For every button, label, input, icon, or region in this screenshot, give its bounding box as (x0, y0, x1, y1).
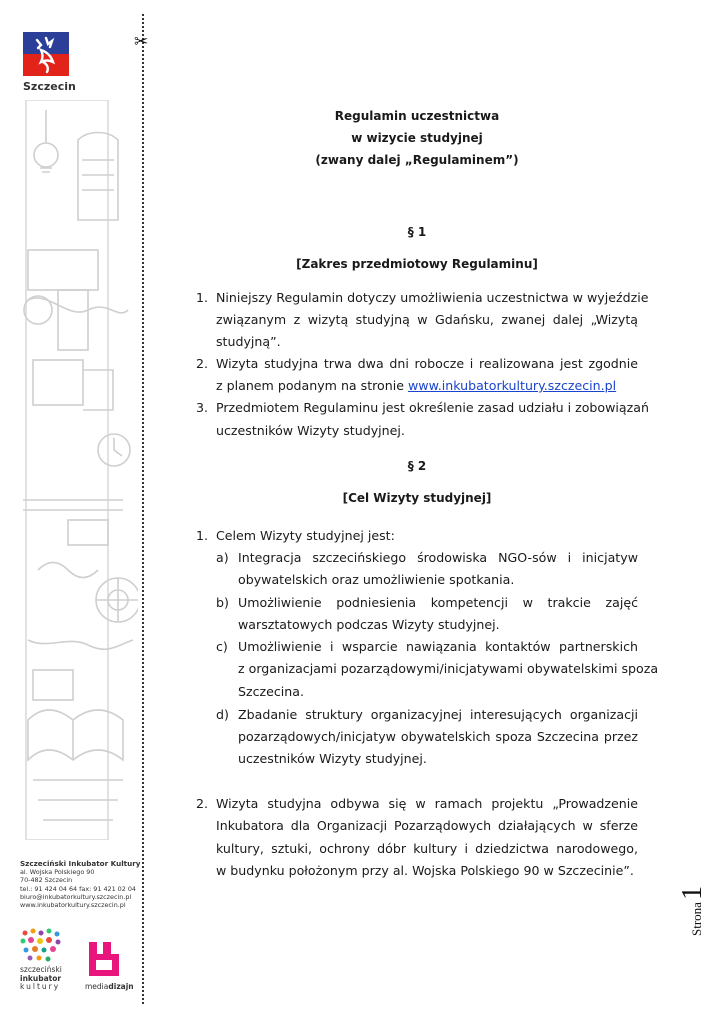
s2-sub-d-line2: pozarządowych/inicjatyw obywatelskich spoza Szczecina przez (238, 729, 638, 744)
contact-address2: 70-482 Szczecin (20, 876, 73, 885)
s1-item1-line2: związanym z wizytą studyjną w Gdańsku, zwanej dalej „Wizytą (216, 312, 638, 327)
s2-sub-a-letter: a) (216, 550, 229, 565)
szczecin-logo (23, 32, 69, 76)
s2-sub-c-line2: z organizacjami pozarządowymi/inicjatywami obywatelskimi spoza (238, 661, 659, 676)
doc-title-line1: Regulamin uczestnictwa (334, 109, 500, 123)
s2-item1-number: 1. (196, 528, 209, 543)
s1-item2-line1: Wizyta studyjna trwa dwa dni robocze i realizowana jest zgodnie (216, 356, 638, 371)
s2-sub-a-line2: obywatelskich oraz umożliwienie spotkania. (238, 572, 515, 587)
sik-dots-logo (20, 928, 70, 968)
s2-item1-text: Celem Wizyty studyjnej jest: (216, 528, 395, 543)
doc-title-line2: w wizycie studyjnej (351, 131, 483, 145)
s2-sub-a-line1: Integracja szczecińskiego środowiska NGO-sów i inicjatyw (238, 550, 638, 565)
sik-logo-text (20, 966, 62, 992)
contact-org: Szczeciński Inkubator Kultury (20, 859, 141, 868)
section2-title: [Cel Wizyty studyjnej] (342, 491, 492, 505)
s1-item1-number: 1. (196, 290, 209, 305)
contact-email[interactable]: biuro@inkubatorkultury.szczecin.pl (20, 892, 132, 901)
s1-item1-line1: Niniejszy Regulamin dotyczy umożliwienia uczestnictwa w wyjeździe (216, 290, 649, 305)
sik-line3: kultury (20, 982, 61, 991)
s1-item3-line2: uczestników Wizyty studyjnej. (216, 423, 405, 438)
scissors-icon: ✂ (134, 32, 149, 52)
cut-line (142, 14, 144, 1004)
contact-address1: al. Wojska Polskiego 90 (20, 868, 95, 877)
s1-item3-number: 3. (196, 400, 209, 415)
sik-line2: inkubator (20, 973, 62, 983)
s2-item2-number: 2. (196, 796, 209, 811)
inkubator-website-link[interactable]: www.inkubatorkultury.szczecin.pl (407, 378, 617, 393)
strona-label: Strona (689, 902, 704, 936)
section1-number: § 1 (407, 225, 427, 239)
s1-item2-line2 (216, 378, 616, 393)
section2-number: § 2 (407, 459, 427, 473)
s1-item3-line1: Przedmiotem Regulaminu jest określenie zasad udziału i zobowiązań (216, 400, 649, 415)
contact-phone: tel.: 91 424 04 64 fax: 91 421 02 04 (20, 884, 136, 893)
s2-item2-line3: kultury, sztuki, ochrony dóbr kultury i dziedzictwa narodowego, (216, 841, 638, 856)
s2-item2-line4: w budynku położonym przy al. Wojska Polskiego 90 w Szczecinie”. (216, 863, 634, 878)
s2-item2-line2: Inkubatora dla Organizacji Pozarządowych działających w sferze (216, 818, 638, 833)
s2-sub-d-line1: Zbadanie struktury organizacyjnej interesujących organizacji (238, 707, 638, 722)
mediadizajn-text (85, 982, 134, 991)
s2-sub-d-line3: uczestników Wizyty studyjnej. (238, 751, 427, 766)
section1-title: [Zakres przedmiotowy Regulaminu] (296, 257, 538, 271)
s1-item2-line2-text: z planem podanym na stronie (216, 378, 408, 393)
s2-sub-c-letter: c) (216, 639, 228, 654)
page-number: 1 (677, 886, 708, 901)
s2-sub-c-line1: Umożliwienie i wsparcie nawiązania kontaktów partnerskich (238, 639, 638, 654)
doc-title-line3: (zwany dalej „Regulaminem”) (315, 153, 519, 167)
page-number-label (677, 886, 709, 936)
sidebar-illustration (18, 100, 138, 840)
s2-sub-b-line2: warsztatowych podczas Wizyty studyjnej. (238, 617, 500, 632)
md-part2: dizajn (108, 982, 134, 991)
szczecin-logo-text: Szczecin (23, 80, 76, 93)
s2-sub-d-letter: d) (216, 707, 229, 722)
s2-sub-c-line3: Szczecina. (238, 684, 305, 699)
md-part1: media (85, 982, 109, 991)
s2-item2-line1: Wizyta studyjna odbywa się w ramach projektu „Prowadzenie (216, 796, 638, 811)
s1-item1-line3: studyjną”. (216, 334, 281, 349)
mediadizajn-logo (87, 940, 121, 978)
contact-block (20, 860, 145, 909)
contact-web[interactable]: www.inkubatorkultury.szczecin.pl (20, 901, 126, 910)
sidebar (0, 0, 150, 1024)
s1-item2-number: 2. (196, 356, 209, 371)
s2-sub-b-line1: Umożliwienie podniesienia kompetencji w trakcie zajęć (238, 595, 638, 610)
sik-line1: szczeciński (20, 965, 62, 974)
s2-sub-b-letter: b) (216, 595, 229, 610)
